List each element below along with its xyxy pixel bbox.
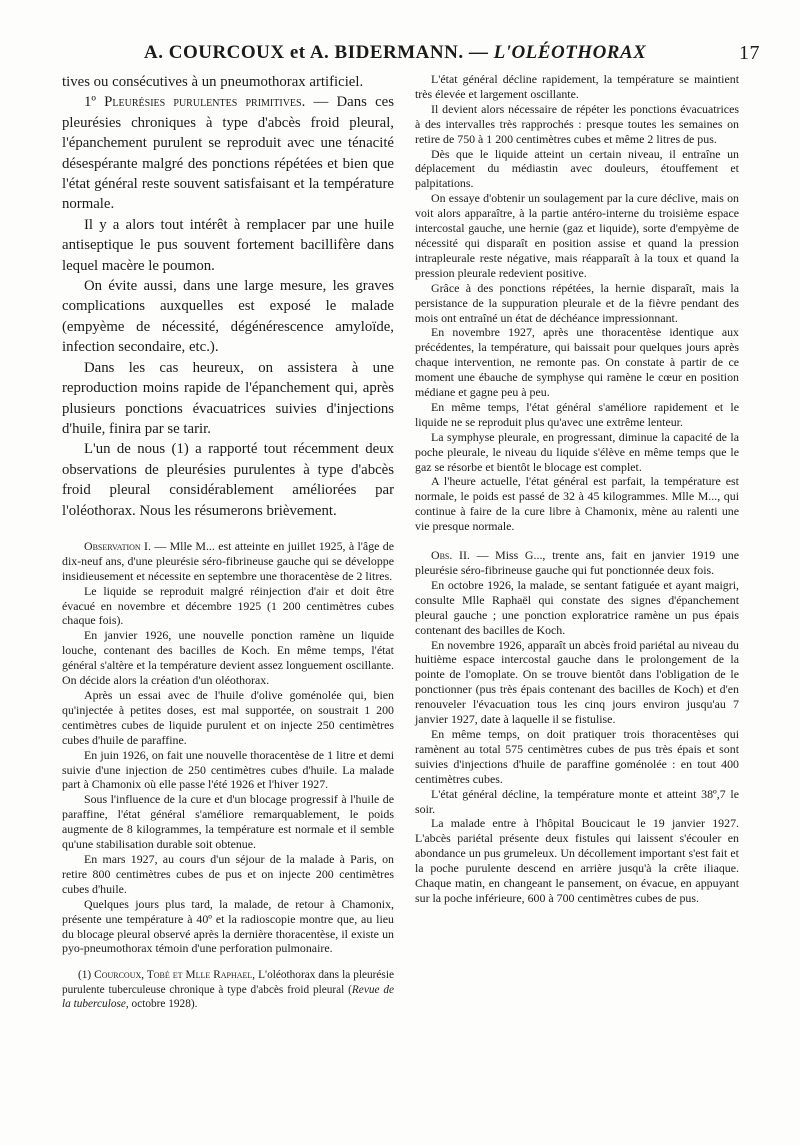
- paragraph: On évite aussi, dans une large mesure, les graves complications auxquelles est exposé le malade (empyème de nécessité, dégénérescence amyloïde, infection secondaire, etc.).: [62, 278, 394, 356]
- paragraph: L'état général décline rapidement, la température se maintient très élevée et largement oscillante.: [415, 72, 739, 101]
- page-number: 17: [739, 42, 760, 64]
- paragraph: Quelques jours plus tard, la malade, de retour à Chamonix, présente une température à 40º et la radioscopie montre que, au lieu du blocage pleural observé après la dernière thoracentèse, il existe un pyo-pneumothorax témoin d'une perforation pulmonaire.: [62, 896, 394, 956]
- paragraph: En octobre 1926, la malade, se sentant fatiguée et ayant maigri, consulte Mlle Raphaël qui constate des signes d'épanchement pleural gauche ; une ponction exploratrice ramène un pus épais contenant des bacilles de Koch.: [415, 577, 739, 637]
- paragraph: Grâce à des ponctions répétées, la hernie disparaît, mais la persistance de la suppuration pleurale et de la fièvre pendant des mois ont entraîné un état de déchéance impressionnant.: [415, 280, 739, 325]
- paragraph: Il devient alors nécessaire de répéter les ponctions évacuatrices à des intervalles très rapprochés : presque toutes les semaines on retire de 750 à 1 200 centimètres cubes et même 2 litres de pus.: [415, 101, 739, 146]
- paragraph: En même temps, on doit pratiquer trois thoracentèses qui ramènent au total 575 centimètres cubes de pus très épais et sont suivies d'injections d'huile de paraffine goménolée : en tout 400 centimètres cubes.: [415, 726, 739, 786]
- paragraph: L'état général décline, la température monte et atteint 38º,7 le soir.: [415, 786, 739, 816]
- paragraph: Sous l'influence de la cure et d'un blocage progressif à l'huile de paraffine, l'état général s'améliore remarquablement, le poids augmente de 8 kilogrammes, la température est normale et il semble qu'une stabilisation durable soit obtenue.: [62, 792, 394, 852]
- intro-text: [62, 72, 394, 521]
- observation-intro: Observation I. — Mlle M... est atteinte en juillet 1925, à l'âge de dix-neuf ans, d'une pleurésie séro-fibrineuse gauche qui se développe insidieusement et nécessite en septembre une thoracentèse de 2 litres.: [62, 538, 394, 583]
- paragraph: En même temps, l'état général s'améliore rapidement et le liquide ne se reproduit plus qu'avec une extrême lenteur.: [415, 399, 739, 429]
- paragraph: Après un essai avec de l'huile d'olive goménolée qui, bien qu'injectée à petites doses, est mal supportée, on soustrait 1 200 centimètres cubes de liquide purulent et on injecte 250 centimètres cubes d'huile de paraffine.: [62, 688, 394, 747]
- paragraph: Dès que le liquide atteint un certain niveau, il entraîne un déplacement du médiastin avec douleurs, étouffement et palpitations.: [415, 146, 739, 191]
- paragraph: En juin 1926, on fait une nouvelle thoracentèse de 1 litre et demi suivie d'une injection de 250 centimètres cubes d'huile. La malade part à Chamonix où elle passe l'été 1926 et l'hiver 1927.: [62, 747, 394, 792]
- left-column: [62, 72, 394, 1011]
- paragraph: On essaye d'obtenir un soulagement par la cure déclive, mais on voit alors apparaître, à la partie antéro-interne du troisième espace intercostal gauche, une hernie (gaz et liquide), sorte d'empyème de nécessité qui disparaît en position assise et quand la pression intrapleurale reste négative, mais réapparaît à la toux et quand la pression pleurale redevient positive.: [415, 191, 739, 280]
- paragraph: En novembre 1927, après une thoracentèse identique aux précédentes, la température, qui baissait pour quelques jours après chaque intervention, ne remonte pas. On constate à partir de ce moment une ébauche de symphyse qui ramène le cœur en position médiane et gagne peu à peu.: [415, 325, 739, 400]
- section-heading: 1º Pleurésies purulentes primitives.: [84, 94, 306, 111]
- paragraph: Dans les cas heureux, on assistera à une reproduction moins rapide de l'épanchement qui, après plusieurs ponctions évacuatrices suivies d'injections d'huile, finira par se tarir.: [62, 359, 394, 437]
- paragraph: En janvier 1926, une nouvelle ponction ramène un liquide louche, contenant des bacilles de Koch. En même temps, l'état général s'altère et la température devient assez longuement oscillante. On décide alors la création d'un oléothorax.: [62, 628, 394, 688]
- footnote: (1) Courcoux, Tobé et Mlle Raphael, L'oléothorax dans la pleurésie purulente tuberculeuse chronique à type d'abcès froid pleural (Revue de la tuberculose, octobre 1928).: [62, 969, 394, 1010]
- observation-heading: Observation I.: [84, 538, 151, 553]
- paragraph: A l'heure actuelle, l'état général est parfait, la température est normale, le poids est passé de 32 à 45 kilogrammes. Mlle M..., qui continue à faire de la cure libre à Chamonix, mène au ralenti une vie presque normale.: [415, 474, 739, 534]
- running-header: [60, 40, 760, 70]
- paragraph: Il y a alors tout intérêt à remplacer par une huile antiseptique le pus souvent fortement bacillifère dans lequel macère le poumon.: [62, 216, 394, 274]
- paragraph: La symphyse pleurale, en progressant, diminue la capacité de la poche pleurale, le niveau du liquide s'élève en même temps que le gaz se résorbe et bientôt le blocage est complet.: [415, 429, 739, 474]
- paragraph: La malade entre à l'hôpital Boucicaut le 19 janvier 1927. L'abcès pariétal présente deux fistules qui laissent s'écouler en abondance un pus grumeleux. Un décollement important s'est fait et la poche purulente descend en arrière jusqu'à la crête iliaque. Chaque matin, en changeant le pansement, on évacue, en appuyant sur la poche inférieure, 600 à 700 centimètres cubes de pus.: [415, 816, 739, 905]
- paragraph: tives ou consécutives à un pneumothorax artificiel.: [62, 74, 364, 90]
- observation-1: [62, 539, 394, 956]
- paragraph: En novembre 1926, apparaît un abcès froid pariétal au niveau du huitième espace intercostal gauche dans le prolongement de la pointe de l'omoplate. On se trouve bientôt dans l'obligation de le ponctionner (pus très épais contenant des bacilles de Koch) et d'en renouveler l'évacuation tous les cinq jours environ jusqu'au 7 janvier 1927, date à laquelle il se fistulise.: [415, 637, 739, 727]
- paragraph: Le liquide se reproduit malgré réinjection d'air et doit être évacué en novembre et décembre 1925 (1 200 centimètres cubes chaque fois).: [62, 583, 394, 628]
- right-column: [415, 72, 739, 906]
- paragraph: L'un de nous (1) a rapporté tout récemment deux observations de pleurésies purulentes à type d'abcès froid pleural considérablement améliorées par l'oléothorax. Nous les résumerons brièvement.: [62, 441, 394, 519]
- observation-2-intro: Obs. II. — Miss G..., trente ans, fait en janvier 1919 une pleurésie séro-fibrineuse gauche qui fut ponctionnée deux fois.: [415, 548, 739, 577]
- observation-heading: Obs. II.: [431, 548, 470, 563]
- section-paragraph: 1º Pleurésies purulentes primitives. — Dans ces pleurésies chroniques à type d'abcès froid pleural, l'épanchement purulent se reproduit avec une ténacité désespérante malgré des ponctions répétées et bien que l'état général reste souvent satisfaisant et la température normale.: [62, 94, 394, 213]
- running-title: A. COURCOUX et A. BIDERMANN. — L'OLÉOTHORAX: [144, 42, 647, 63]
- paragraph: En mars 1927, au cours d'un séjour de la malade à Paris, on retire 800 centimètres cubes de pus et on injecte 200 centimètres cubes d'huile.: [62, 851, 394, 896]
